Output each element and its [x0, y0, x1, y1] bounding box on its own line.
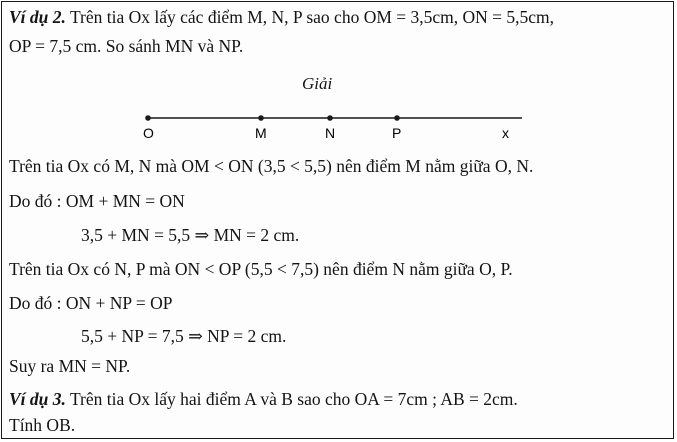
example-2-title: Ví dụ 2.	[9, 7, 66, 27]
solution-line-6: 5,5 + NP = 7,5 ⇒ NP = 2 cm.	[81, 326, 287, 346]
point-p-dot	[394, 115, 400, 121]
point-m-label: M	[255, 125, 267, 140]
solution-heading: Giải	[302, 74, 333, 93]
example-3-line-1	[9, 388, 518, 410]
point-m-dot	[258, 115, 264, 121]
solution-line-1: Trên tia Ox có M, N mà OM < ON (3,5 < 5,5) nên điểm M nằm giữa O, N.	[9, 156, 534, 176]
example-2-statement-2: OP = 7,5 cm. So sánh MN và NP.	[9, 36, 244, 56]
example-2-line-1	[9, 6, 554, 28]
point-n-label: N	[325, 125, 336, 140]
ray-ox-figure	[2, 100, 674, 140]
document-page	[1, 1, 674, 439]
solution-line-3: 3,5 + MN = 5,5 ⇒ MN = 2 cm.	[81, 225, 300, 245]
ray-end-label: x	[502, 125, 509, 140]
point-o-label: O	[143, 125, 154, 140]
solution-line-2: Do đó : OM + MN = ON	[9, 191, 185, 211]
example-2-statement-1: Trên tia Ox lấy các điểm M, N, P sao cho OM = 3,5cm, ON = 5,5cm,	[69, 7, 555, 27]
example-3-title: Ví dụ 3.	[9, 389, 66, 409]
solution-line-4: Trên tia Ox có N, P mà ON < OP (5,5 < 7,5) nên điểm N nằm giữa O, P.	[9, 259, 513, 279]
point-o-dot	[145, 115, 151, 121]
example-3-statement-1: Trên tia Ox lấy hai điểm A và B sao cho OA = 7cm ; AB = 2cm.	[69, 389, 518, 409]
example-3-statement-2: Tính OB.	[9, 415, 76, 435]
point-n-dot	[327, 115, 333, 121]
solution-line-5: Do đó : ON + NP = OP	[9, 293, 173, 313]
point-p-label: P	[392, 125, 402, 140]
solution-conclusion: Suy ra MN = NP.	[9, 356, 131, 376]
